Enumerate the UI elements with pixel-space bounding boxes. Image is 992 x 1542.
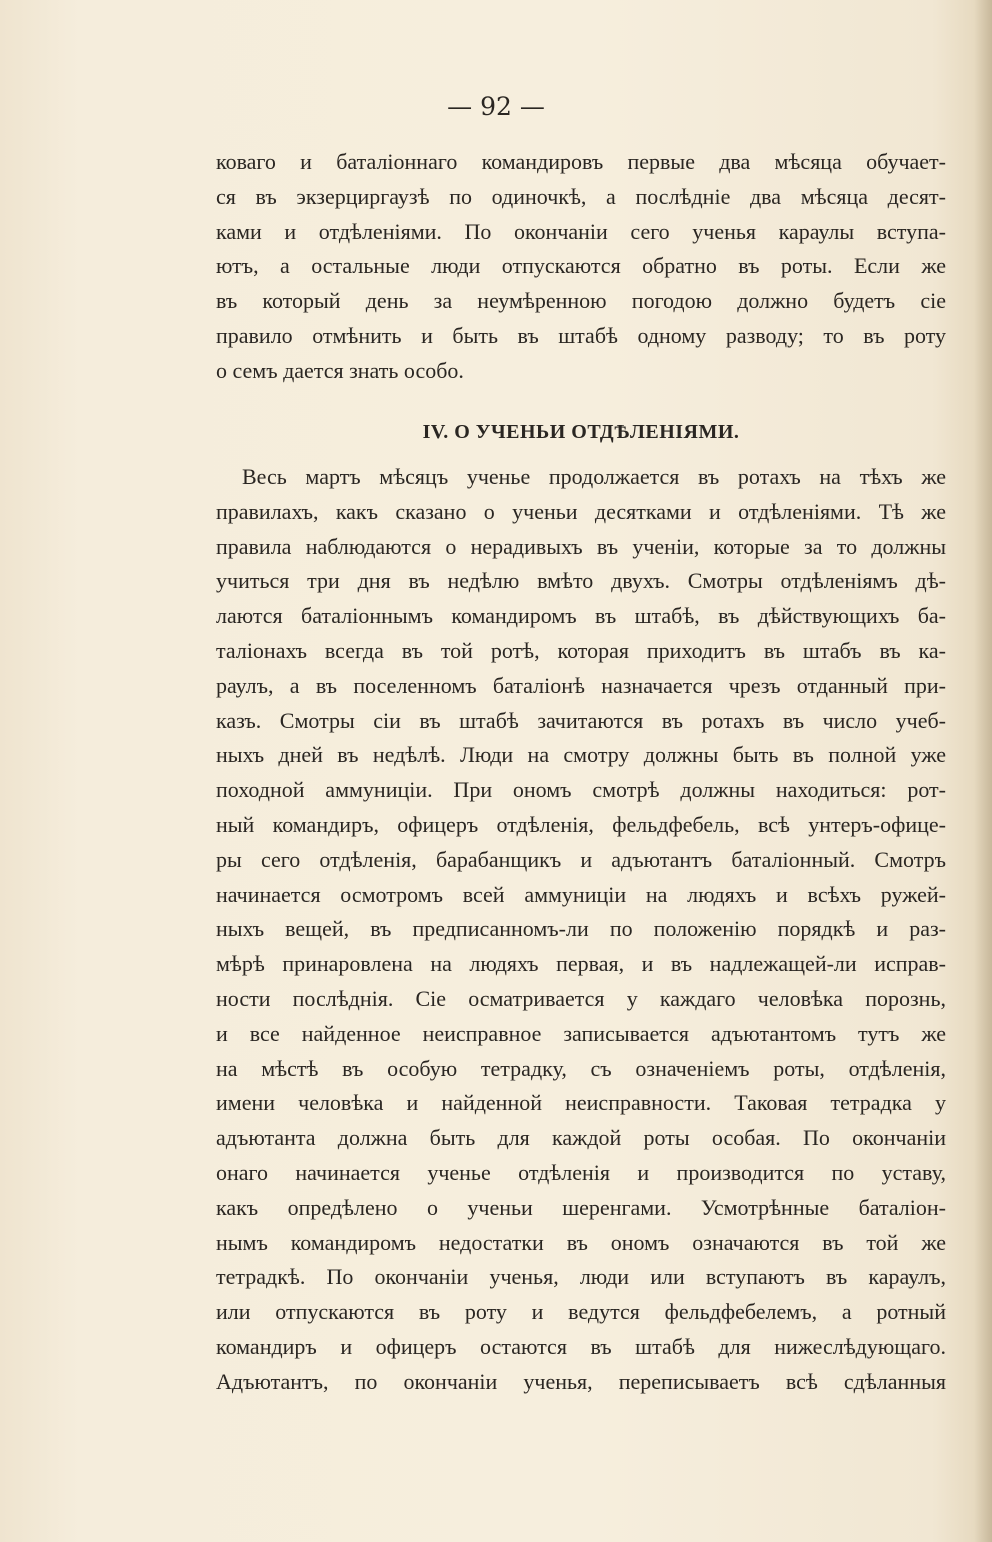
text-line: о семъ дается знать особо. — [216, 357, 464, 383]
text-line: ками и отдѣленіями. По окончаніи сего ученья караулы вступа- — [216, 218, 946, 244]
text-line: ры сего отдѣленія, барабанщикъ и адъютантъ баталіонный. Смотръ — [216, 846, 946, 872]
text-line: въ который день за неумѣренною погодою должно будетъ сіе — [216, 288, 946, 314]
text-line: правилахъ, какъ сказано о ученьи десятками и отдѣленіями. Тѣ же — [216, 498, 946, 524]
text-line: ся въ экзерциргаузѣ по одиночкѣ, а послѣдніе два мѣсяца десят- — [216, 183, 946, 209]
text-line: ныхъ вещей, въ предписанномъ-ли по положенію порядкѣ и раз- — [216, 916, 946, 942]
text-line: имени человѣка и найденной неисправности. Таковая тетрадка у — [216, 1090, 946, 1116]
page-number: — 92 — — [447, 92, 545, 121]
text-line: раулъ, а въ поселенномъ баталіонѣ назначается чрезъ отданный при- — [216, 672, 946, 698]
text-line: командиръ и офицеръ остаются въ штабѣ для нижеслѣдующаго. — [216, 1333, 946, 1359]
text-line: правила наблюдаются о нерадивыхъ въ ученіи, которые за то должны — [216, 533, 946, 559]
paragraph-section-iv — [216, 460, 946, 1400]
text-line: адъютанта должна быть для каждой роты особая. По окончаніи — [216, 1125, 946, 1151]
text-line: и все найденное неисправное записывается адъютантомъ тутъ же — [216, 1020, 946, 1046]
text-line: на мѣстѣ въ особую тетрадку, съ означеніемъ роты, отдѣленія, — [216, 1055, 946, 1081]
text-line: учиться три дня въ недѣлю вмѣто двухъ. Смотры отдѣленіямъ дѣ- — [216, 568, 946, 594]
text-line: начинается осмотромъ всей аммуниціи на людяхъ и всѣхъ ружей- — [216, 881, 946, 907]
text-line: или отпускаются въ роту и ведутся фельдфебелемъ, а ротный — [216, 1299, 946, 1325]
page-edge-shadow — [974, 0, 992, 1542]
text-line: нымъ командиромъ недостатки въ ономъ означаются въ той же — [216, 1229, 946, 1255]
text-line: онаго начинается ученье отдѣленія и производится по уставу, — [216, 1159, 946, 1185]
text-line: какъ опредѣлено о ученьи шеренгами. Усмотрѣнные баталіон- — [216, 1194, 946, 1220]
text-line: правило отмѣнить и быть въ штабѣ одному разводу; то въ роту — [216, 322, 946, 348]
text-line: походной аммуниціи. При ономъ смотрѣ должны находиться: рот- — [216, 777, 946, 803]
text-line: тетрадкѣ. По окончаніи ученья, люди или вступаютъ въ караулъ, — [216, 1264, 946, 1290]
text-line: Адъютантъ, по окончаніи ученья, переписываетъ всѣ сдѣланныя — [216, 1368, 946, 1394]
text-line: Весь мартъ мѣсяцъ ученье продолжается въ ротахъ на тѣхъ же — [242, 464, 946, 489]
text-line: коваго и баталіоннаго командировъ первые два мѣсяца обучает- — [216, 149, 946, 174]
text-line: мѣрѣ принаровлена на людяхъ первая, и въ надлежащей-ли исправ- — [216, 951, 946, 977]
text-line: ности послѣднія. Сіе осматривается у каждаго человѣка порознь, — [216, 985, 946, 1011]
section-heading: IV. О УЧЕНЬИ ОТДѢЛЕНІЯМИ. — [422, 421, 740, 443]
text-line: лаются баталіоннымъ командиромъ въ штабѣ, въ дѣйствующихъ ба- — [216, 603, 946, 629]
text-line: ный командиръ, офицеръ отдѣленія, фельдфебель, всѣ унтеръ-офице- — [216, 811, 946, 837]
text-line: ныхъ дней въ недѣлѣ. Люди на смотру должны быть въ полной уже — [216, 742, 946, 768]
text-line: ютъ, а остальные люди отпускаются обратно въ роты. Если же — [216, 253, 946, 279]
text-line: казъ. Смотры сіи въ штабѣ зачитаются въ ротахъ въ число учеб- — [216, 707, 946, 733]
text-line: таліонахъ всегда въ той ротѣ, которая приходитъ въ штабъ въ ка- — [216, 637, 946, 663]
paragraph-continuation — [216, 145, 946, 389]
